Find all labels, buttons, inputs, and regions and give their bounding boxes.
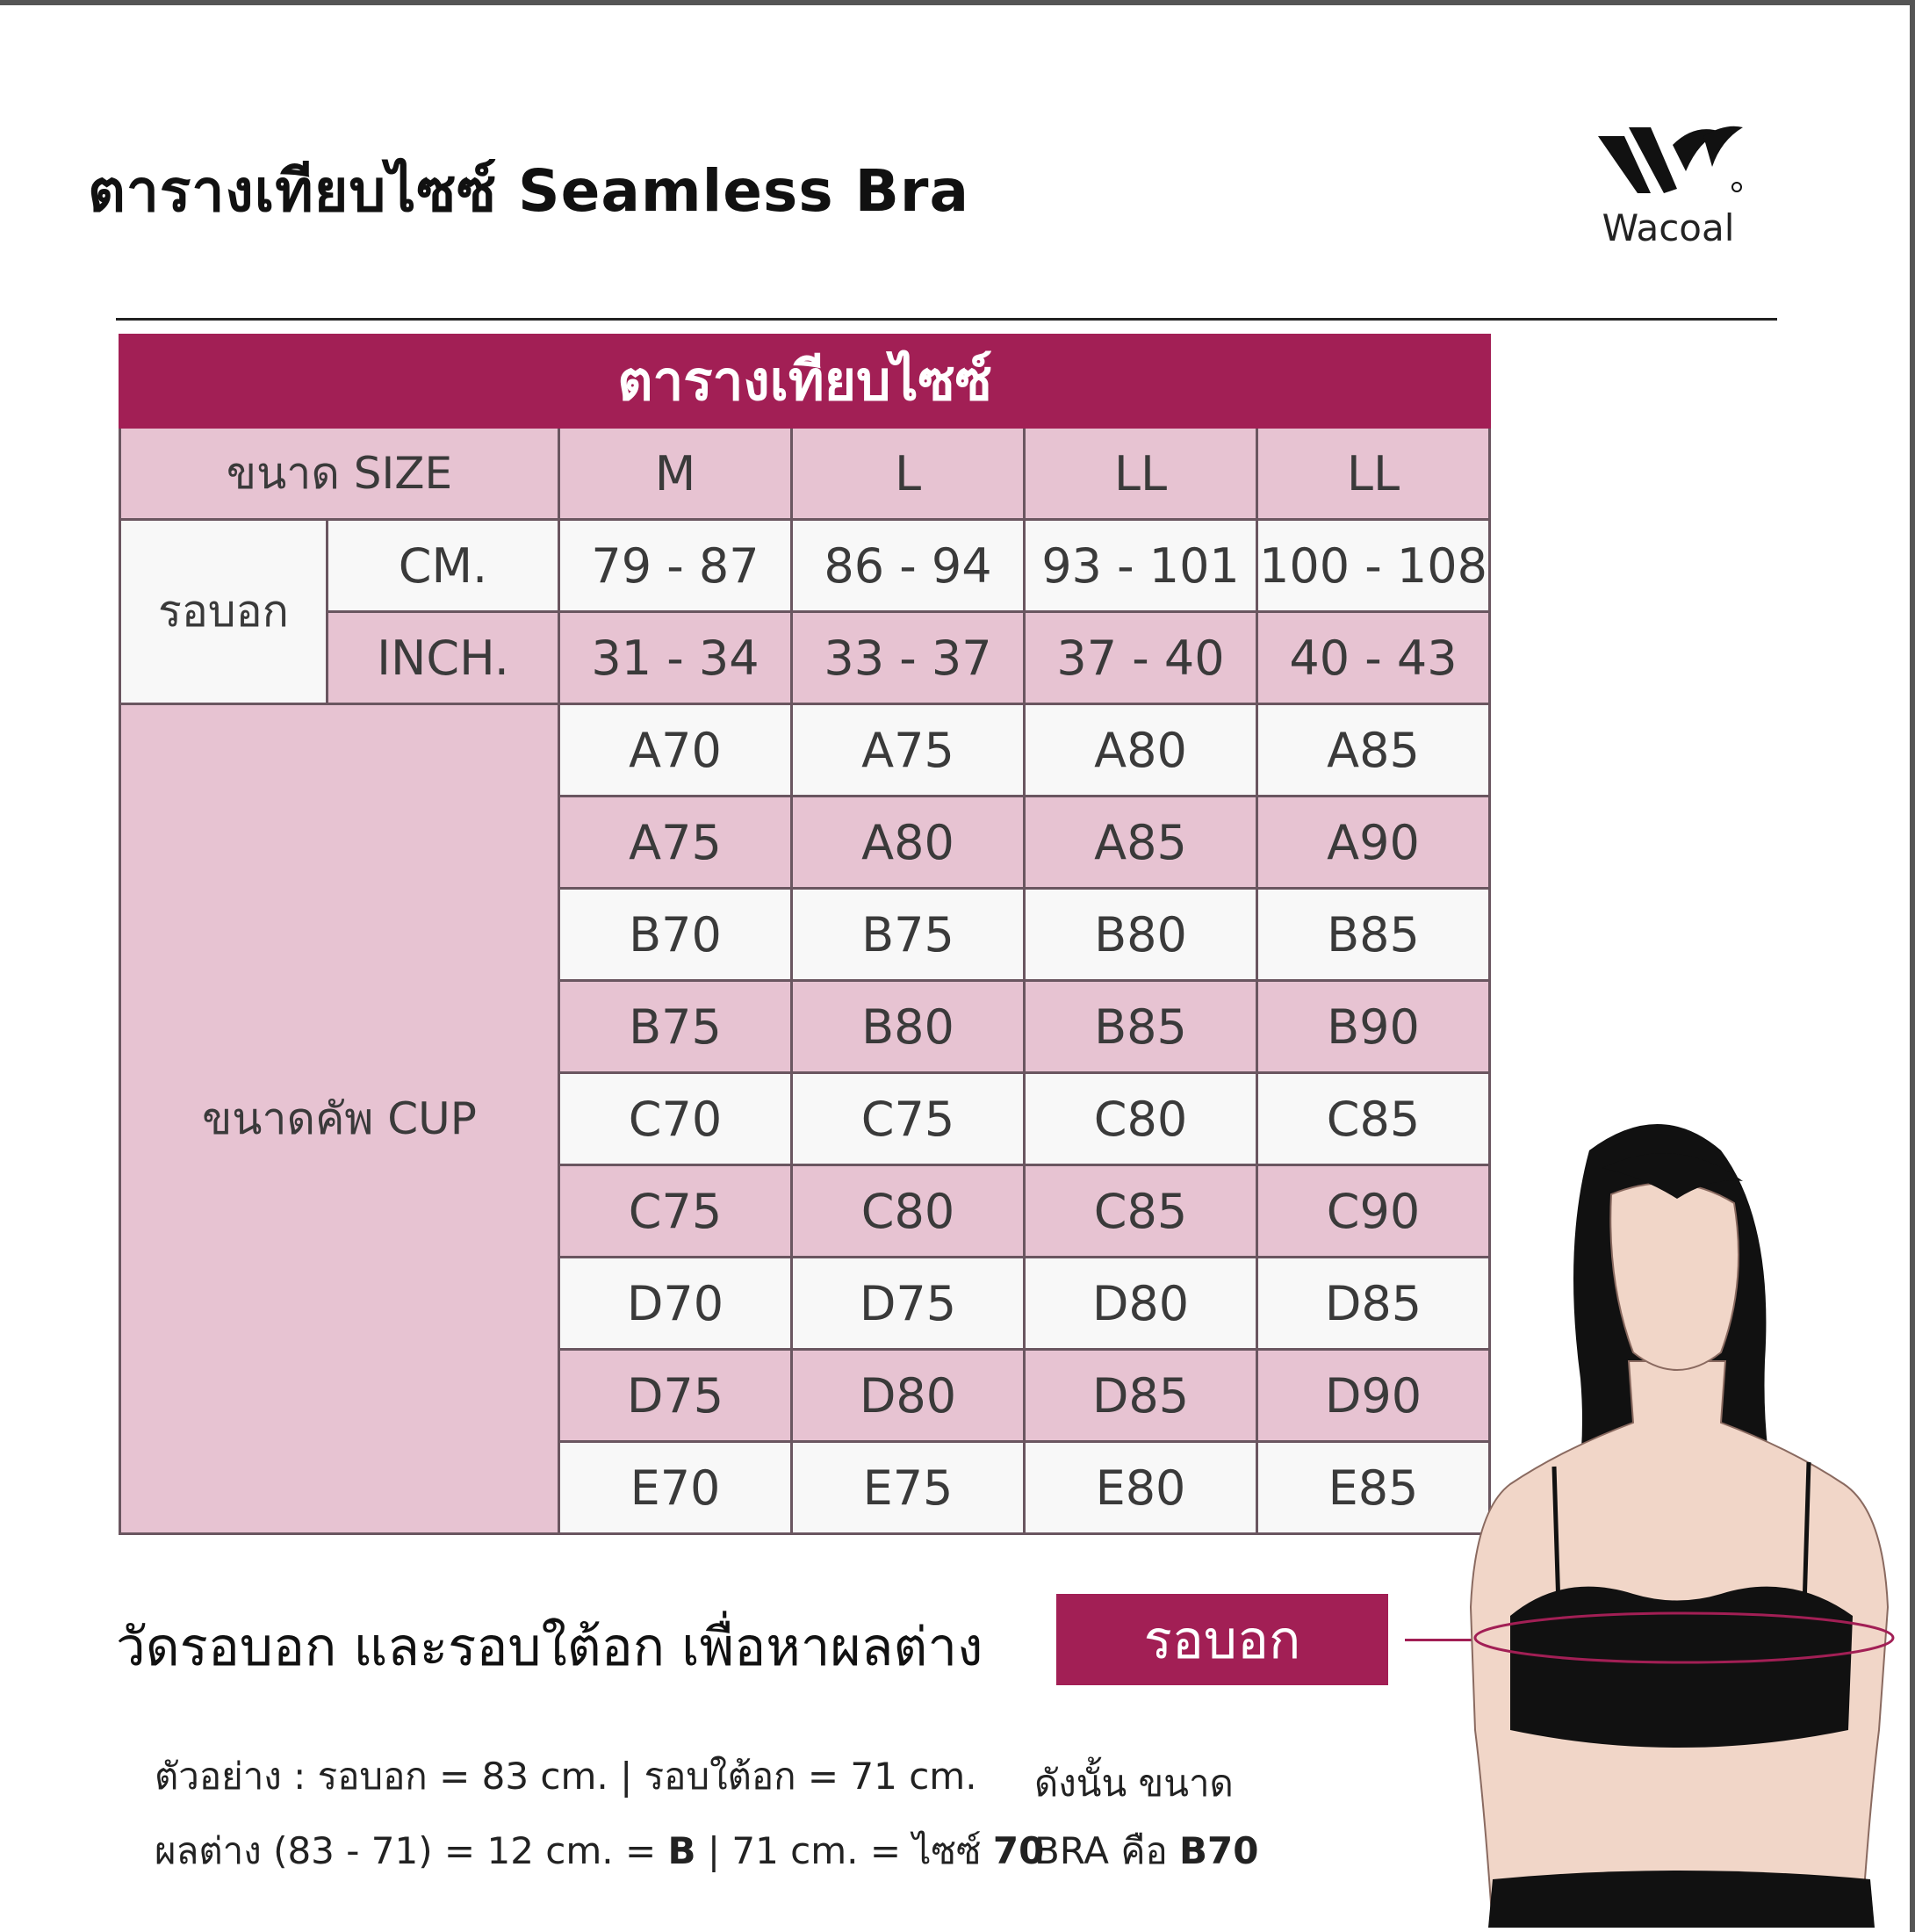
- cup-cell: B85: [1257, 889, 1490, 981]
- bra-shape: [1510, 1587, 1853, 1748]
- cm-value-cell: 86 - 94: [792, 520, 1025, 612]
- cm-label: CM.: [328, 520, 559, 612]
- inch-value-cell: 33 - 37: [792, 612, 1025, 704]
- inch-value-cell: 40 - 43: [1257, 612, 1490, 704]
- table-title: ตารางเทียบไซซ์: [120, 335, 1490, 428]
- cm-value-cell: 100 - 108: [1257, 520, 1490, 612]
- cup-cell: C75: [559, 1165, 792, 1258]
- size-header-cell: M: [559, 428, 792, 520]
- cup-cell: E70: [559, 1442, 792, 1534]
- inch-value-cell: 37 - 40: [1025, 612, 1257, 704]
- cm-value-cell: 93 - 101: [1025, 520, 1257, 612]
- wacoal-logo: [1589, 119, 1747, 250]
- size-header-cell: LL: [1025, 428, 1257, 520]
- size-chart-table: [119, 334, 1491, 1535]
- example-band-text: | 71 cm. = ไซซ์: [695, 1829, 993, 1872]
- cup-cell: E75: [792, 1442, 1025, 1534]
- cup-cell: D75: [559, 1350, 792, 1442]
- cup-cell: E80: [1025, 1442, 1257, 1534]
- cup-cell: D85: [1257, 1258, 1490, 1350]
- bust-badge: รอบอก: [1056, 1594, 1388, 1685]
- size-label: ขนาด SIZE: [120, 428, 559, 520]
- example-line-1: ตัวอย่าง : รอบอก = 83 cm. | รอบใต้อก = 71 cm.: [155, 1755, 977, 1798]
- cup-cell: D85: [1025, 1350, 1257, 1442]
- face-shape: [1610, 1183, 1739, 1370]
- wacoal-logo-icon: [1589, 119, 1747, 206]
- cup-cell: A70: [559, 704, 792, 797]
- example-band: 70: [992, 1829, 1045, 1872]
- pants-shape: [1488, 1871, 1875, 1928]
- cup-cell: B90: [1257, 981, 1490, 1073]
- result-prefix: BRA คือ: [1034, 1829, 1180, 1872]
- cup-cell: B85: [1025, 981, 1257, 1073]
- cup-cell: A75: [559, 797, 792, 889]
- result-size: B70: [1179, 1829, 1259, 1872]
- cup-cell: C80: [792, 1165, 1025, 1258]
- header-divider: [116, 318, 1777, 321]
- logo-text: Wacoal: [1602, 206, 1735, 249]
- measure-instruction: วัดรอบอก และรอบใต้อก เพื่อหาผลต่าง: [116, 1617, 983, 1678]
- cup-cell: C90: [1257, 1165, 1490, 1258]
- cup-cell: C85: [1257, 1073, 1490, 1165]
- cup-label: ขนาดคัพ CUP: [120, 704, 559, 1534]
- result-line-2: [1034, 1822, 1259, 1880]
- cup-cell: D80: [1025, 1258, 1257, 1350]
- page-title: ตารางเทียบไซซ์ Seamless Bra: [88, 157, 969, 225]
- cup-cell: A90: [1257, 797, 1490, 889]
- cm-value-cell: 79 - 87: [559, 520, 792, 612]
- cup-cell: C75: [792, 1073, 1025, 1165]
- cup-cell: B75: [559, 981, 792, 1073]
- cup-cell: D80: [792, 1350, 1025, 1442]
- cup-cell: B80: [1025, 889, 1257, 981]
- cup-cell: D75: [792, 1258, 1025, 1350]
- cup-cell: D90: [1257, 1350, 1490, 1442]
- cup-cell: B75: [792, 889, 1025, 981]
- example-cup: B: [667, 1829, 696, 1872]
- cup-cell: A85: [1025, 797, 1257, 889]
- example-line-2: [155, 1822, 1044, 1880]
- cup-cell: C85: [1025, 1165, 1257, 1258]
- result-line-1: ดังนั้น ขนาด: [1034, 1762, 1234, 1805]
- bust-label: รอบอก: [120, 520, 328, 704]
- cup-cell: E85: [1257, 1442, 1490, 1534]
- inch-label: INCH.: [328, 612, 559, 704]
- cup-cell: A85: [1257, 704, 1490, 797]
- cup-cell: B80: [792, 981, 1025, 1073]
- cup-cell: C70: [559, 1073, 792, 1165]
- cup-cell: C80: [1025, 1073, 1257, 1165]
- cup-cell: D70: [559, 1258, 792, 1350]
- cup-cell: A75: [792, 704, 1025, 797]
- cup-cell: A80: [792, 797, 1025, 889]
- inch-value-cell: 31 - 34: [559, 612, 792, 704]
- size-header-cell: LL: [1257, 428, 1490, 520]
- cup-cell: B70: [559, 889, 792, 981]
- woman-illustration: [1458, 1115, 1910, 1928]
- example-diff-text: ผลต่าง (83 - 71) = 12 cm. =: [155, 1829, 668, 1872]
- cup-cell: A80: [1025, 704, 1257, 797]
- size-header-cell: L: [792, 428, 1025, 520]
